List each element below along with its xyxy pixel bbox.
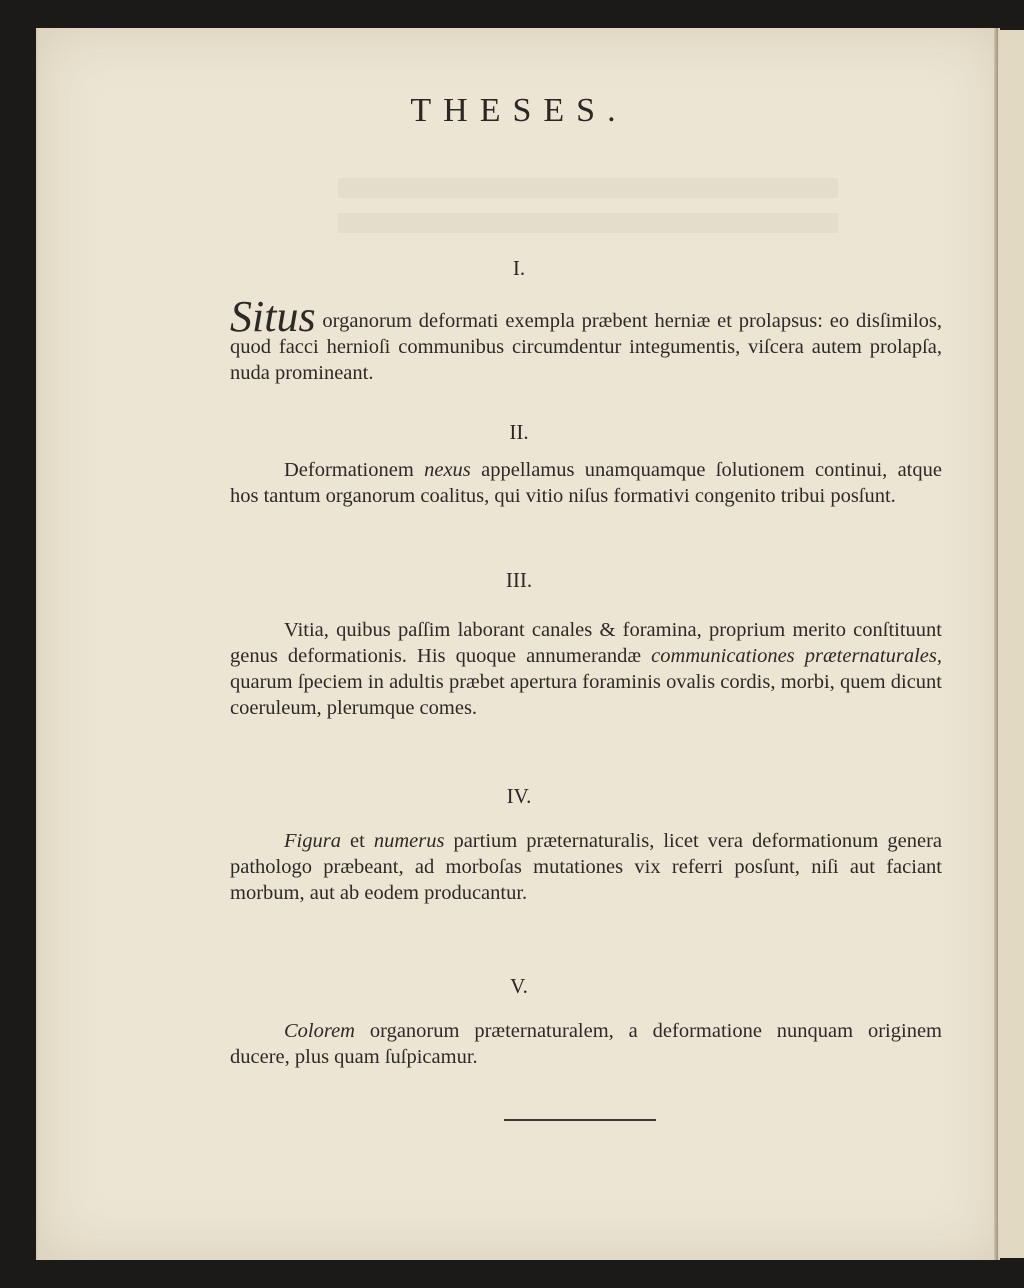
book-page [36, 28, 1000, 1260]
thesis-1-lead: Situs [230, 292, 316, 341]
thesis-1-text: organorum deformati exempla præbent herniæ et prolapsus: eo disſimilos, quod facci hernioſi communibus circumdentur integumentis, viſcera autem prolapſa, nuda promineant. [230, 310, 942, 384]
page-title: THESES. [410, 92, 628, 129]
thesis-2-italic: nexus [424, 459, 471, 481]
thesis-numeral-3: III. [505, 568, 533, 592]
thesis-3-text-a: Vitia, quibus paſſim laborant canales & foramina, proprium merito conſtituunt genus deformationis. His quoque annumerandæ [230, 619, 942, 667]
thesis-3-italic: communicationes præternaturales [651, 645, 937, 667]
thesis-3 [230, 617, 942, 721]
thesis-1 [230, 292, 942, 386]
thesis-4-italic-a: Figura [284, 830, 341, 852]
thesis-4-italic-b: numerus [373, 830, 445, 852]
thesis-5-text: organorum præternaturalem, a deformatione nunquam originem ducere, plus quam ſuſpicamur. [230, 1020, 942, 1068]
thesis-3-text-b: , quarum ſpeciem in adultis præbet apertura foraminis ovalis cordis, morbi, quem dicunt coeruleum, plerumque comes. [230, 645, 942, 719]
thesis-2-text-a: Deformationem [284, 459, 425, 481]
thesis-5-italic: Colorem [284, 1020, 355, 1042]
thesis-numeral-4: IV. [506, 784, 532, 808]
thesis-4 [230, 828, 942, 906]
thesis-numeral-5: V. [510, 974, 528, 998]
thesis-5 [230, 1018, 942, 1070]
show-through-text [338, 178, 838, 198]
book-gutter [994, 28, 998, 1260]
thesis-2 [230, 457, 942, 509]
show-through-text [338, 213, 838, 233]
thesis-numeral-1: I. [512, 256, 526, 280]
thesis-4-text-a: et [340, 830, 374, 852]
closing-rule [504, 1119, 656, 1121]
thesis-4-text-b: partium præternaturalis, licet vera deformationum genera pathologo præbeant, ad morboſas mutationes vix referri posſunt, niſi aut faciant morbum, aut ab eodem producantur. [230, 830, 942, 904]
thesis-2-text-b: appellamus unamquamque ſolutionem continui, atque hos tantum organorum coalitus, qui vitio niſus formativi congenito tribui posſunt. [230, 459, 942, 507]
next-page-edge [998, 30, 1024, 1258]
thesis-numeral-2: II. [509, 420, 529, 444]
